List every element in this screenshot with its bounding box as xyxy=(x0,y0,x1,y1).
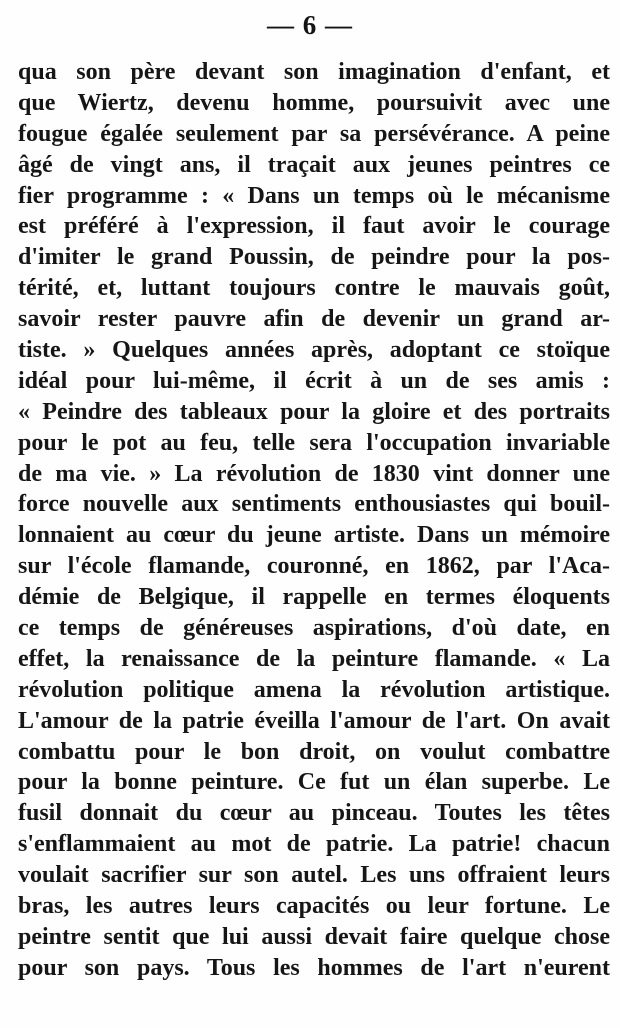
text-line-18: démie de Belgique, il rappelle en termes éloquents xyxy=(18,584,610,611)
text-line-6: est préféré à l'expression, il faut avoir le courage xyxy=(18,213,610,240)
text-line-29: peintre sentit que lui aussi devait faire quelque chose xyxy=(18,923,610,950)
page-number: — 6 — xyxy=(267,10,353,40)
text-line-17: sur l'école flamande, couronné, en 1862, par l'Aca- xyxy=(18,553,610,580)
text-line-23: combattu pour le bon droit, on voulut combattre xyxy=(18,738,610,765)
text-line-16: lonnaient au cœur du jeune artiste. Dans un mémoire xyxy=(18,522,610,549)
text-line-2: que Wiertz, devenu homme, poursuivit avec une xyxy=(18,89,610,116)
text-line-24: pour la bonne peinture. Ce fut un élan superbe. Le xyxy=(18,769,610,796)
text-line-22: L'amour de la patrie éveilla l'amour de l'art. On avait xyxy=(18,707,610,734)
text-line-27: voulait sacrifier sur son autel. Les uns offraient leurs xyxy=(18,862,610,889)
text-line-21: révolution politique amena la révolution artistique. xyxy=(18,676,610,703)
text-line-14: de ma vie. » La révolution de 1830 vint donner une xyxy=(18,460,610,487)
text-line-5: fier programme : « Dans un temps où le mécanisme xyxy=(18,182,610,209)
text-line-20: effet, la renaissance de la peinture flamande. « La xyxy=(18,645,610,672)
text-line-30: pour son pays. Tous les hommes de l'art n'eurent xyxy=(18,954,610,981)
text-line-1: qua son père devant son imagination d'enfant, et xyxy=(18,59,610,85)
text-line-26: s'enflammaient au mot de patrie. La patrie! chacun xyxy=(18,831,610,858)
text-line-11: idéal pour lui-même, il écrit à un de ses amis : xyxy=(18,367,610,394)
text-line-15: force nouvelle aux sentiments enthousiastes qui bouil- xyxy=(18,491,610,518)
text-line-19: ce temps de généreuses aspirations, d'où date, en xyxy=(18,615,610,642)
text-line-9: savoir rester pauvre afin de devenir un grand ar- xyxy=(18,306,610,333)
text-line-13: pour le pot au feu, telle sera l'occupation invariable xyxy=(18,429,610,456)
text-line-8: térité, et, luttant toujours contre le mauvais goût, xyxy=(18,275,610,302)
text-line-28: bras, les autres leurs capacités ou leur fortune. Le xyxy=(18,893,610,920)
text-line-12: « Peindre des tableaux pour la gloire et des portraits xyxy=(18,398,610,425)
text-line-25: fusil donnait du cœur au pinceau. Toutes les têtes xyxy=(18,800,610,827)
text-line-7: d'imiter le grand Poussin, de peindre pour la pos- xyxy=(18,244,610,271)
text-line-10: tiste. » Quelques années après, adoptant ce stoïque xyxy=(18,337,610,364)
text-line-4: âgé de vingt ans, il traçait aux jeunes peintres ce xyxy=(18,151,610,178)
text-line-3: fougue égalée seulement par sa persévérance. A peine xyxy=(18,120,610,147)
body-text xyxy=(18,57,610,984)
